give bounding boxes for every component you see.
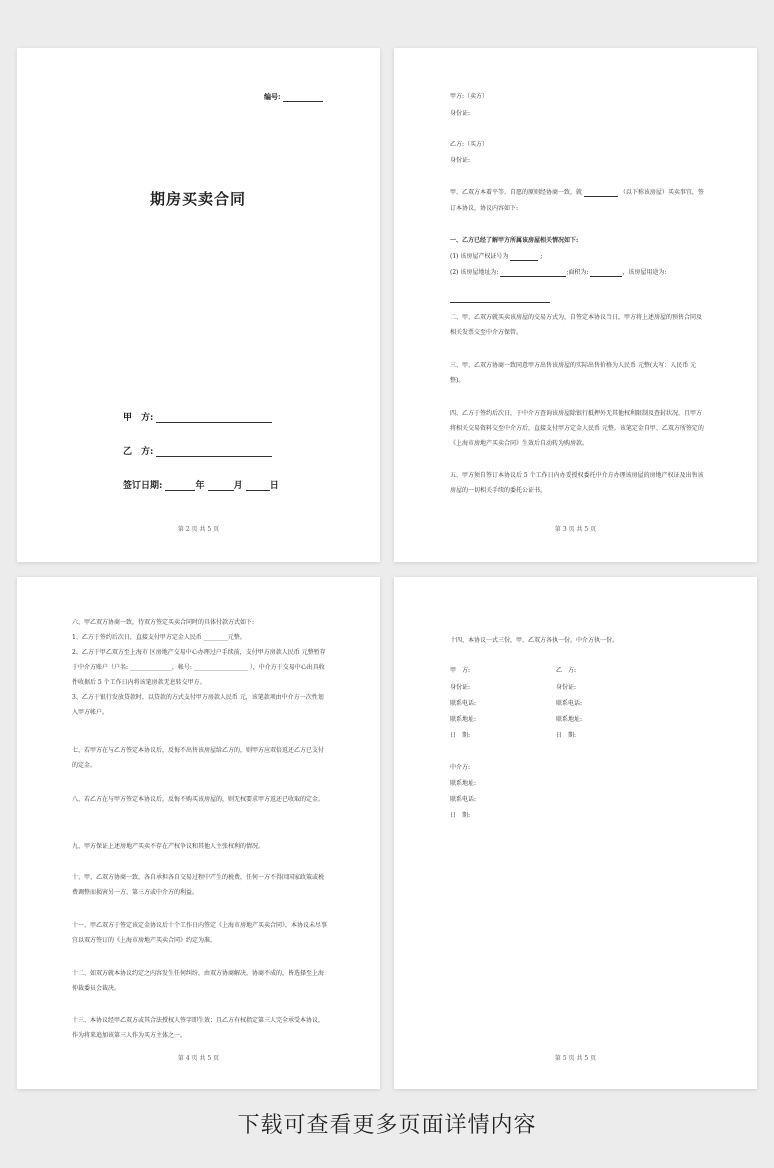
section-1-title: 一、乙方已经了解甲方所属该房屋相关情况如下: <box>450 237 579 244</box>
seller-id-line: 身份证: <box>450 110 471 117</box>
certificate-number-blank <box>510 253 538 261</box>
usage-label: ，该房屋用途为: <box>622 269 667 276</box>
section-9: 九、甲方保证上述房地产买卖不存在产权争议和其他人主张权利的情况。 <box>72 843 265 850</box>
usage-blank-line <box>450 284 550 303</box>
party-b-label: 乙 方: <box>123 447 154 457</box>
left-id: 身份证: <box>450 684 471 691</box>
contract-number-label: 编号: <box>264 92 281 101</box>
agent-label: 中介方: <box>450 764 471 771</box>
day-label: 日 <box>269 481 279 491</box>
usage-blank <box>450 295 550 303</box>
section-12: 十二、如双方就本协议约定之内容发生任何纠纷，由双方协商解决，协商不成的，皆选择至上海仲裁委员会裁决。 <box>72 970 325 992</box>
section-14: 十四、本协议一式三份，甲、乙双方各执一份，中介方执一份。 <box>450 637 619 644</box>
page-footer: 第 5 页 共 5 页 <box>554 1055 597 1062</box>
year-label: 年 <box>195 481 205 491</box>
section-6-item-1: 1、乙方于签约后次日，直接支付甲方定金人民币 ________元整。 <box>72 634 246 641</box>
agent-address: 联系地址: <box>450 780 477 787</box>
section-10: 十、甲、乙双方协商一致，各自承担各自交易过程中产生的税费，任何一方不得因国家政策或税费调整而损害另一方、第三方或中介方的利益。 <box>72 874 325 896</box>
page-footer: 第 4 页 共 5 页 <box>177 1055 220 1062</box>
section-6-item-3: 3、乙方于银行发放贷款时，以贷款的方式支付甲方房款人民币 元，该笔款项由中介方一次性划入甲方帐户。 <box>72 694 324 716</box>
month-blank <box>208 480 234 491</box>
area-label: ;面积为: <box>566 269 589 276</box>
contract-number-blank <box>283 95 323 102</box>
section-1-item-1: (1) 该房屋产权证号为 ; <box>450 253 543 260</box>
party-a-label: 甲 方: <box>123 413 154 423</box>
section-13: 十三、本协议经甲乙双方或其合法授权人签字即生效；且乙方有权指定第三人完全承受本协议，作为将来追加该第三人作为买方主体之一。 <box>72 1017 325 1039</box>
party-a-line <box>123 410 272 423</box>
document-title: 期房买卖合同 <box>150 190 247 208</box>
left-address: 联系地址: <box>450 716 477 723</box>
section-2: 二、甲、乙双方就买卖该房屋的交易方式为，自签定本协议当日，甲方将上述房屋的预售合同及相关发票交至中介方保管。 <box>450 314 703 336</box>
section-1-item-2 <box>450 268 666 277</box>
right-address: 联系地址: <box>556 716 583 723</box>
intro-line-1 <box>450 188 704 197</box>
download-caption: 下载可查看更多页面详情内容 <box>237 1113 537 1138</box>
seller-line: 甲方:（卖方） <box>450 93 489 100</box>
address-label: (2) 该房屋地址为: <box>450 269 499 276</box>
section-5: 五、甲方须自签订本协议后 5 个工作日内办妥授权委托中介方办理该房屋的房地产权证及出售该房屋的一切相关手续的委托公证书。 <box>450 472 704 494</box>
right-party-b: 乙 方: <box>556 667 577 674</box>
section-6-item-2: 2、乙方于甲乙双方至上海市 区房地产交易中心办理过户手续前，支付甲方房款人民币 元整暂存于中介方账户（户名: ______________，帐号: __________________ ），中介方于交易中心出具收件收据后 5 个工作日内将该笔房款无息转交甲方。 <box>72 649 326 686</box>
page-footer: 第 2 页 共 5 页 <box>177 526 220 533</box>
right-phone: 联系电话: <box>556 700 583 707</box>
document-page-3 <box>394 48 757 562</box>
buyer-id-line: 身份证: <box>450 157 471 164</box>
contract-number <box>264 92 323 102</box>
left-date: 日 期: <box>450 732 471 739</box>
day-blank <box>246 480 270 491</box>
agent-date: 日 期: <box>450 812 471 819</box>
section-7: 七、若甲方在与乙方签定本协议后，反悔不出售该房屋给乙方的，则甲方应双倍返还乙方已支付的定金。 <box>72 747 325 769</box>
section-6: 六、甲乙双方协商一致，待双方签定买卖合同时的具体付款方式如下: <box>72 619 255 626</box>
section-11: 十一、甲乙双方于签定该定金协议后十个工作日内签定《上海市房地产买卖合同》，本协议未尽事宜以双方签订的《上海市房地产买卖合同》约定为准。 <box>72 922 328 944</box>
agent-phone: 联系电话: <box>450 796 477 803</box>
year-blank <box>165 480 195 491</box>
section-3: 三、甲、乙双方协商一致同意甲方出售该房屋的实际出售价格为人民币 元整(大写：人民币 元整)。 <box>450 362 697 384</box>
party-a-blank <box>156 412 272 423</box>
right-date: 日 期: <box>556 732 577 739</box>
sign-date-line <box>123 478 279 491</box>
right-id: 身份证: <box>556 684 577 691</box>
month-label: 月 <box>233 481 243 491</box>
area-blank <box>590 269 622 277</box>
intro-text-2: （以下称该房屋）买卖事宜，签 <box>619 189 704 196</box>
section-4: 四、乙方于签约后次日，于中介方查询该房屋除银行抵押外无其他权利限制及查封状况，且甲方将相关交易资料交至中介方后，直接支付甲方定金人民币 元整。该笔定金自甲、乙双方所签定的《上海市房地产买卖合同》生效后自动转为购房款。 <box>450 410 704 447</box>
address-blank <box>500 269 566 277</box>
intro-line-2: 订本协议，协议内容如下: <box>450 205 519 212</box>
section-8: 八、若乙方在与甲方签定本协议后，反悔不购买该房屋的，则无权要求甲方返还已收取的定金。 <box>72 796 325 803</box>
section-1-item-1-text: (1) 该房屋产权证号为 <box>450 253 509 260</box>
sign-date-label: 签订日期: <box>123 481 163 491</box>
intro-blank <box>584 189 618 197</box>
intro-text-1: 甲、乙双方本着平等、自愿的原则经协商一致，就 <box>450 189 583 196</box>
buyer-line: 乙方:（买方） <box>450 141 489 148</box>
document-page-4 <box>17 577 380 1089</box>
party-b-line <box>123 444 272 457</box>
document-page-cover <box>17 48 380 562</box>
party-b-blank <box>156 446 272 457</box>
page-footer: 第 3 页 共 5 页 <box>554 526 597 533</box>
document-page-5 <box>394 577 757 1089</box>
left-party-a: 甲 方: <box>450 667 471 674</box>
left-phone: 联系电话: <box>450 700 477 707</box>
